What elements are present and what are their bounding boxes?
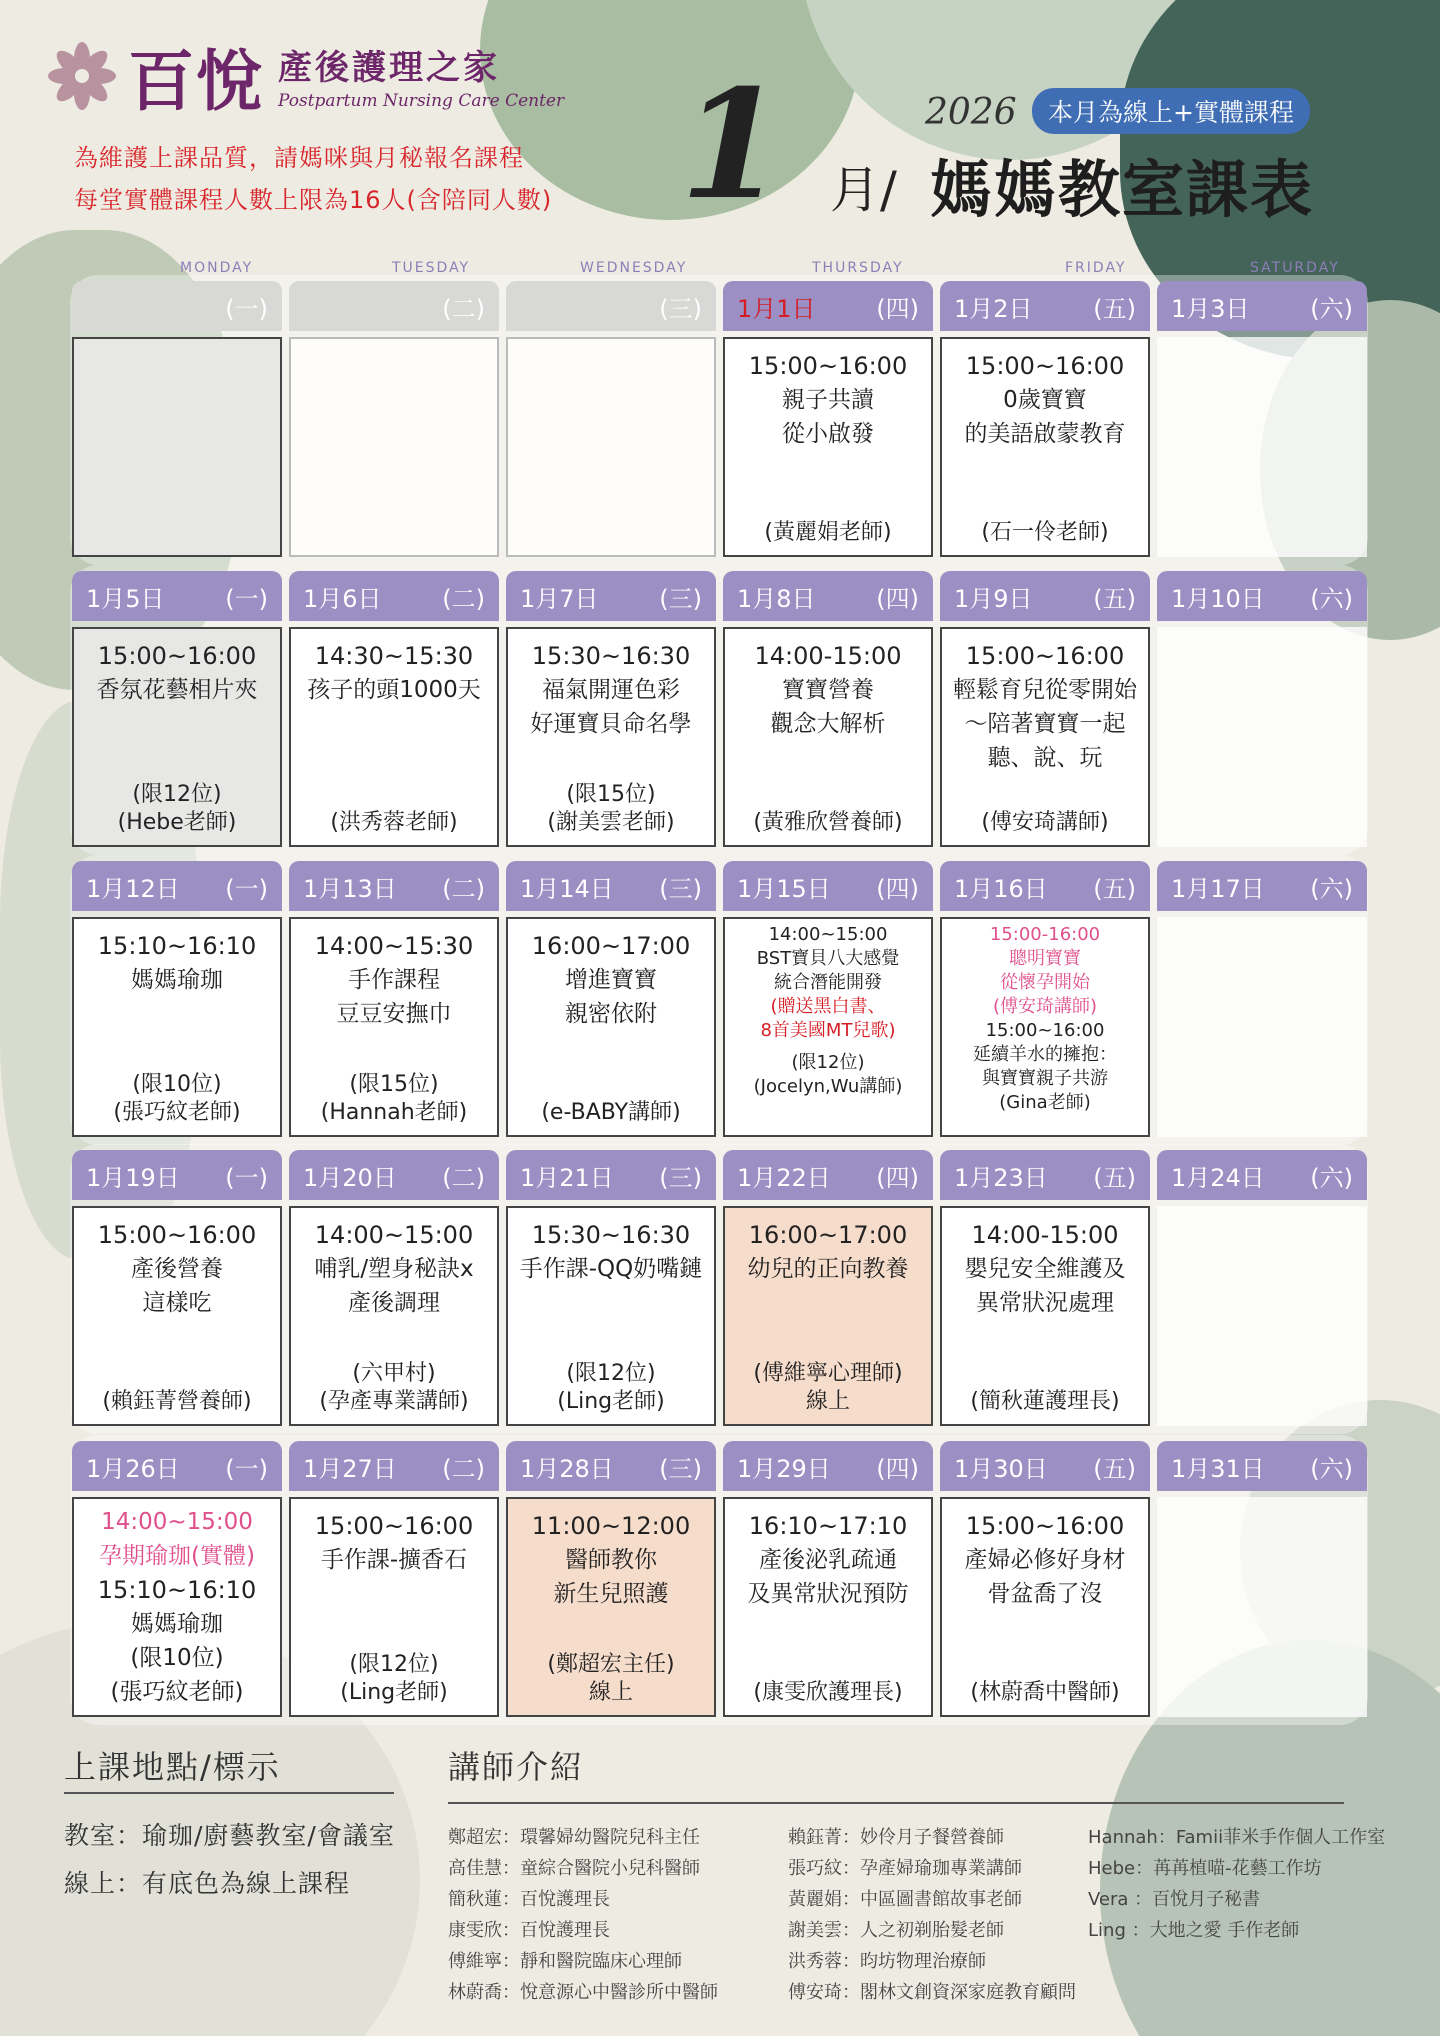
course-line: 手作課程 [348, 967, 440, 993]
teacher-intro: Hannah：Famii菲米手作個人工作室 [1088, 1827, 1386, 1848]
course-line: 與寶寶親子共游 [982, 1068, 1108, 1089]
year: 2026 [925, 92, 1017, 133]
course-teacher: (Hannah老師) [320, 1100, 468, 1125]
weekday-label: (三) [659, 1454, 702, 1483]
teacher-intro: 康雯欣：百悅護理長 [448, 1920, 610, 1941]
day-header [723, 1441, 933, 1491]
course-line: 15:00~16:00 [965, 352, 1125, 380]
course-line: 異常狀況處理 [976, 1290, 1114, 1316]
day-header [506, 861, 716, 911]
course-line: 統合潛能開發 [773, 972, 882, 993]
course-teacher: (鄭超宏主任) [547, 1652, 675, 1677]
day-header [289, 861, 499, 911]
course-cell [723, 337, 933, 557]
weekday-label: (四) [876, 294, 919, 323]
course-line: 新生兒照護 [553, 1581, 669, 1607]
teacher-intro: 鄭超宏：環馨婦幼醫院兒科主任 [448, 1827, 700, 1848]
course-cell [72, 917, 282, 1137]
course-line: 延續羊水的擁抱： [973, 1044, 1117, 1065]
teacher-intro: 黃麗娟：中區圖書館故事老師 [788, 1889, 1022, 1910]
day-date: 1月16日 [954, 874, 1048, 903]
course-line: 15:00~16:00 [314, 1512, 474, 1540]
course-cell [506, 627, 716, 847]
day-header [940, 1441, 1150, 1491]
course-line: 福氣開運色彩 [542, 677, 680, 703]
course-line: 15:00~16:00 [97, 1221, 257, 1249]
day-header [506, 1150, 716, 1200]
day-header [1157, 1150, 1367, 1200]
course-teacher: (洪秀蓉老師) [330, 810, 458, 835]
course-line: ～陪著寶寶一起 [964, 711, 1126, 737]
course-line: 14:00-15:00 [971, 1221, 1119, 1249]
day-header [940, 281, 1150, 331]
day-name: SATURDAY [1250, 260, 1340, 276]
day-header [723, 861, 933, 911]
course-cell [289, 627, 499, 847]
course-teacher: (石一伶老師) [981, 520, 1109, 545]
course-cell [940, 917, 1150, 1137]
course-teacher: (黃麗娟老師) [764, 520, 892, 545]
weekday-label: (二) [442, 874, 485, 903]
teacher-intro: 洪秀蓉：昀坊物理治療師 [788, 1951, 986, 1972]
notice-line: 每堂實體課程人數上限為16人(含陪同人數) [74, 186, 553, 214]
course-teacher: (傅安琦講師) [981, 810, 1109, 835]
course-line: 15:00~16:00 [965, 1512, 1125, 1540]
day-date: 1月14日 [520, 874, 614, 903]
day-header [72, 861, 282, 911]
course-line: 產後調理 [348, 1290, 440, 1316]
course-cell [506, 1206, 716, 1426]
course-line: 孕期瑜珈(實體) [99, 1543, 255, 1569]
flower-logo-icon [44, 38, 120, 114]
weekday-label: (五) [1093, 584, 1136, 613]
course-line: 15:10~16:10 [97, 1576, 257, 1604]
course-cell [506, 1497, 716, 1717]
day-name: FRIDAY [1065, 260, 1127, 276]
day-date: 1月30日 [954, 1454, 1048, 1483]
course-line: 15:00~16:00 [748, 352, 908, 380]
course-line: 14:30~15:30 [314, 642, 474, 670]
course-line: 11:00~12:00 [531, 1512, 691, 1540]
weekday-label: (五) [1093, 1454, 1136, 1483]
teacher-intro: 林蔚喬：悅意源心中醫診所中醫師 [448, 1982, 718, 2003]
course-line: 14:00~15:00 [768, 924, 888, 945]
course-teacher: (限12位) [349, 1652, 439, 1677]
course-line: (傅安琦講師) [992, 996, 1098, 1017]
weekday-label: (一) [225, 1163, 268, 1192]
course-cell [1157, 627, 1367, 847]
day-header [940, 1150, 1150, 1200]
teacher-intro: 謝美雲：人之初剃胎髮老師 [788, 1920, 1004, 1941]
course-teacher: (Ling老師) [340, 1680, 448, 1705]
teacher-intro: Ling ：大地之愛 手作老師 [1088, 1920, 1300, 1941]
course-line: 產後營養 [131, 1256, 223, 1282]
course-cell [506, 917, 716, 1137]
day-date: 1月23日 [954, 1163, 1048, 1192]
day-header [72, 571, 282, 621]
course-cell [289, 917, 499, 1137]
weekday-label: (六) [1310, 1163, 1353, 1192]
weekday-label: (六) [1310, 1454, 1353, 1483]
day-date: 1月6日 [303, 584, 382, 613]
course-cell [1157, 1206, 1367, 1426]
course-line: (Gina老師) [999, 1092, 1091, 1113]
teacher-intro: 高佳慧：童綜合醫院小兒科醫師 [448, 1858, 700, 1879]
course-cell [72, 337, 282, 557]
course-teacher: (黃雅欣營養師) [753, 810, 903, 835]
weekday-label: (五) [1093, 1163, 1136, 1192]
course-teacher: (賴鈺菁營養師) [102, 1389, 252, 1414]
day-header [940, 861, 1150, 911]
day-name: TUESDAY [392, 260, 471, 276]
teacher-intro: 傅維寧：靜和醫院臨床心理師 [448, 1951, 682, 1972]
weekday-label: (六) [1310, 584, 1353, 613]
weekday-label: (四) [876, 584, 919, 613]
course-line: 孩子的頭1000天 [307, 677, 481, 703]
course-teacher: (傅維寧心理師) [753, 1361, 903, 1386]
day-date: 1月22日 [737, 1163, 831, 1192]
weekday-label: (二) [442, 294, 485, 323]
course-cell [289, 1206, 499, 1426]
weekday-label: (二) [442, 1163, 485, 1192]
divider [448, 1802, 1344, 1804]
course-line: 手作課-擴香石 [320, 1547, 468, 1573]
course-line: 聽、說、玩 [987, 745, 1103, 771]
course-teacher: (簡秋蓮護理長) [970, 1389, 1120, 1414]
course-cell [72, 627, 282, 847]
course-teacher: (Jocelyn,Wu講師) [753, 1076, 903, 1097]
day-date: 1月24日 [1171, 1163, 1265, 1192]
course-line: 15:30~16:30 [531, 1221, 691, 1249]
teacher-intro: 簡秋蓮：百悅護理長 [448, 1889, 610, 1910]
course-line: 寶寶營養 [782, 677, 874, 703]
course-teacher: (張巧紋老師) [113, 1100, 241, 1125]
course-cell [506, 337, 716, 557]
course-teacher: (限12位) [132, 782, 222, 807]
day-date: 1月31日 [1171, 1454, 1265, 1483]
day-date: 1月21日 [520, 1163, 614, 1192]
course-teacher: (孕產專業講師) [319, 1389, 469, 1414]
teachers-title: 講師介紹 [448, 1748, 585, 1786]
day-date: 1月1日 [737, 294, 816, 323]
course-teacher: (康雯欣護理長) [753, 1680, 903, 1705]
course-cell [1157, 337, 1367, 557]
day-date: 1月13日 [303, 874, 397, 903]
course-cell [72, 1497, 282, 1717]
course-line: 幼兒的正向教養 [747, 1256, 909, 1282]
course-cell [723, 917, 933, 1137]
day-date: 1月3日 [1171, 294, 1250, 323]
brand-english: Postpartum Nursing Care Center [278, 91, 565, 111]
course-teacher: (限12位) [791, 1052, 865, 1073]
course-line: 親子共讀 [782, 387, 874, 413]
course-mode-banner: 本月為線上+實體課程 [1032, 88, 1310, 134]
course-cell [723, 627, 933, 847]
weekday-label: (一) [225, 1454, 268, 1483]
day-header [72, 1150, 282, 1200]
day-header [723, 571, 933, 621]
course-line: 觀念大解析 [770, 711, 886, 737]
weekday-label: (三) [659, 874, 702, 903]
weekday-label: (一) [225, 874, 268, 903]
course-teacher: (限15位) [566, 782, 656, 807]
teacher-intro: Hebe：苒苒植喵-花藝工作坊 [1088, 1858, 1322, 1879]
course-cell [289, 1497, 499, 1717]
course-line: 的美語啟蒙教育 [964, 421, 1126, 447]
course-line: 15:30~16:30 [531, 642, 691, 670]
day-header [506, 1441, 716, 1491]
course-line: 15:00~16:00 [965, 642, 1125, 670]
course-cell [940, 1206, 1150, 1426]
page-title: 媽媽教室課表 [930, 153, 1315, 226]
course-line: (贈送黑白書、 [770, 996, 886, 1017]
course-line: 好運寶貝命名學 [530, 711, 692, 737]
day-date: 1月8日 [737, 584, 816, 613]
teacher-intro: 賴鈺菁：妙伶月子餐營養師 [788, 1827, 1004, 1848]
day-date: 1月26日 [86, 1454, 180, 1483]
teacher-intro: 傅安琦：閣林文創資深家庭教育顧問 [788, 1982, 1076, 2003]
day-date: 1月28日 [520, 1454, 614, 1483]
weekday-label: (四) [876, 1454, 919, 1483]
brand-name: 百悅 [128, 42, 264, 120]
day-header [723, 1150, 933, 1200]
day-date: 1月5日 [86, 584, 165, 613]
day-date: 1月29日 [737, 1454, 831, 1483]
course-line: 14:00~15:30 [314, 932, 474, 960]
course-teacher: (Ling老師) [557, 1389, 665, 1414]
course-line: 從小啟發 [782, 421, 874, 447]
course-cell [723, 1206, 933, 1426]
course-line: 15:00~16:00 [985, 1020, 1105, 1041]
course-line: 產後泌乳疏通 [759, 1547, 897, 1573]
course-line: 及異常狀況預防 [747, 1581, 909, 1607]
day-header [506, 281, 716, 331]
course-teacher: (限12位) [566, 1361, 656, 1386]
day-header [1157, 281, 1367, 331]
course-line: 15:00~16:00 [97, 642, 257, 670]
course-teacher: (限10位) [132, 1072, 222, 1097]
course-line: 哺乳/塑身秘訣x [314, 1256, 474, 1282]
day-date: 1月10日 [1171, 584, 1265, 613]
day-header [289, 281, 499, 331]
course-line: 豆豆安撫巾 [336, 1001, 452, 1027]
course-line: 親密依附 [565, 1001, 657, 1027]
day-header [1157, 861, 1367, 911]
course-line: 手作課-QQ奶嘴鏈 [519, 1256, 703, 1282]
teacher-list [448, 1822, 718, 2008]
day-header [289, 571, 499, 621]
course-teacher: (e-BABY講師) [541, 1100, 681, 1125]
day-header [1157, 571, 1367, 621]
course-cell [72, 1206, 282, 1426]
weekday-label: (四) [876, 874, 919, 903]
location-item: 教室：瑜珈/廚藝教室/會議室 [64, 1821, 395, 1850]
course-line: 骨盆喬了沒 [987, 1581, 1103, 1607]
day-header [289, 1441, 499, 1491]
weekday-label: (一) [225, 584, 268, 613]
course-teacher: (林蔚喬中醫師) [970, 1680, 1120, 1705]
course-line: 聰明寶寶 [1009, 948, 1081, 969]
course-line: 媽媽瑜珈 [131, 1611, 223, 1637]
notice-line: 為維護上課品質，請媽咪與月秘報名課程 [74, 144, 524, 172]
course-teacher: 線上 [588, 1680, 633, 1705]
location-title: 上課地點/標示 [64, 1748, 281, 1786]
day-date: 1月27日 [303, 1454, 397, 1483]
day-header [289, 1150, 499, 1200]
course-line: 14:00~15:00 [101, 1509, 253, 1535]
day-header [72, 281, 282, 331]
month-number: 1 [680, 57, 785, 233]
course-line: 從懷孕開始 [1000, 972, 1090, 993]
location-item: 線上：有底色為線上課程 [64, 1869, 351, 1898]
day-date: 1月20日 [303, 1163, 397, 1192]
day-name: MONDAY [180, 260, 254, 276]
month-suffix: 月/ [830, 161, 897, 219]
course-cell [940, 627, 1150, 847]
day-date: 1月7日 [520, 584, 599, 613]
teacher-intro: 張巧紋：孕產婦瑜珈專業講師 [788, 1858, 1022, 1879]
weekday-label: (一) [225, 294, 268, 323]
weekday-label: (二) [442, 1454, 485, 1483]
course-cell [1157, 917, 1367, 1137]
course-line: (限10位) [130, 1645, 224, 1671]
weekday-label: (三) [659, 584, 702, 613]
course-teacher: (謝美雲老師) [547, 810, 675, 835]
divider [64, 1792, 394, 1794]
course-line: 16:00~17:00 [531, 932, 691, 960]
day-header [723, 281, 933, 331]
course-line: 15:00-16:00 [989, 924, 1101, 945]
course-line: 產婦必修好身材 [964, 1547, 1126, 1573]
course-cell [1157, 1497, 1367, 1717]
teacher-list [788, 1822, 1076, 2008]
teacher-intro: Vera ：百悅月子秘書 [1088, 1889, 1261, 1910]
course-teacher: (限15位) [349, 1072, 439, 1097]
weekday-label: (三) [659, 294, 702, 323]
course-line: 0歲寶寶 [1003, 387, 1087, 413]
brand-subtitle: 產後護理之家 [278, 48, 500, 88]
day-name: WEDNESDAY [580, 260, 688, 276]
weekday-label: (五) [1093, 874, 1136, 903]
course-line: 這樣吃 [142, 1290, 212, 1316]
day-header [506, 571, 716, 621]
course-line: 14:00~15:00 [314, 1221, 474, 1249]
course-line: 15:10~16:10 [97, 932, 257, 960]
day-name: THURSDAY [812, 260, 904, 276]
brand-logo [44, 28, 564, 123]
course-teacher: (六甲村) [352, 1361, 436, 1386]
weekday-label: (五) [1093, 294, 1136, 323]
course-line: BST寶貝八大感覺 [756, 948, 900, 969]
day-header [940, 571, 1150, 621]
course-line: 16:00~17:00 [748, 1221, 908, 1249]
day-header [1157, 1441, 1367, 1491]
day-date: 1月15日 [737, 874, 831, 903]
course-cell [940, 337, 1150, 557]
course-cell [940, 1497, 1150, 1717]
day-date: 1月17日 [1171, 874, 1265, 903]
course-teacher: (Hebe老師) [117, 810, 237, 835]
course-line: (張巧紋老師) [110, 1679, 244, 1705]
course-cell [289, 337, 499, 557]
course-line: 8首美國MT兒歌) [760, 1020, 896, 1041]
day-date: 1月19日 [86, 1163, 180, 1192]
course-line: 16:10~17:10 [748, 1512, 908, 1540]
teacher-list [1088, 1822, 1385, 1946]
day-date: 1月9日 [954, 584, 1033, 613]
course-line: 香氛花藝相片夾 [96, 677, 258, 703]
weekday-label: (四) [876, 1163, 919, 1192]
course-line: 媽媽瑜珈 [131, 967, 223, 993]
weekday-label: (二) [442, 584, 485, 613]
course-teacher: 線上 [805, 1389, 850, 1414]
course-cell [723, 1497, 933, 1717]
course-line: 嬰兒安全維護及 [964, 1256, 1126, 1282]
course-line: 輕鬆育兒從零開始 [953, 677, 1137, 703]
weekday-label: (三) [659, 1163, 702, 1192]
day-date: 1月12日 [86, 874, 180, 903]
course-line: 醫師教你 [565, 1547, 657, 1573]
course-line: 增進寶寶 [565, 967, 657, 993]
day-date: 1月2日 [954, 294, 1033, 323]
course-line: 14:00-15:00 [754, 642, 902, 670]
weekday-label: (六) [1310, 874, 1353, 903]
day-header [72, 1441, 282, 1491]
weekday-label: (六) [1310, 294, 1353, 323]
